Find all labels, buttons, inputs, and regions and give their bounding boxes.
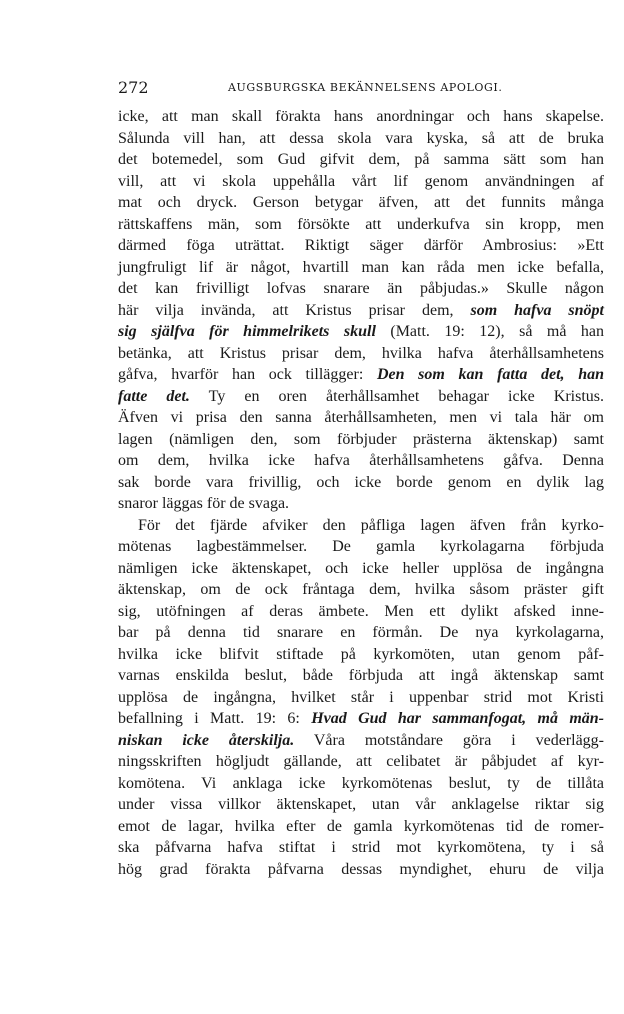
- page-header: [118, 70, 604, 98]
- text-line: [118, 515, 604, 537]
- text-line: [118, 794, 604, 816]
- text-line: [118, 558, 604, 580]
- body-text: [118, 106, 604, 880]
- text-line: [118, 472, 604, 494]
- running-title: AUGSBURGSKA BEKÄNNELSENS APOLOGI.: [228, 81, 503, 94]
- text-segment: icke, att man skall förakta hans anordningar och hans skapelse.: [118, 108, 604, 125]
- text-line: [118, 665, 604, 687]
- text-segment: För det fjärde afviker den påfliga lagen äfven från kyrko-: [138, 516, 604, 534]
- text-segment: nämligen icke äktenskapet, och icke heller upplösa de ingångna: [118, 559, 604, 577]
- text-line: [118, 386, 604, 408]
- text-line: [118, 106, 604, 128]
- text-line: [118, 837, 604, 859]
- text-line: [118, 687, 604, 709]
- book-page: [118, 70, 604, 880]
- text-line: [118, 708, 604, 730]
- text-line: [118, 493, 604, 515]
- emphasized-text: som hafva snöpt: [470, 301, 604, 319]
- emphasized-text: fatte det.: [118, 387, 190, 405]
- text-segment: befallning i Matt. 19: 6:: [118, 710, 312, 727]
- text-segment: det botemedel, som Gud gifvit dem, på samma sätt som han: [118, 151, 604, 168]
- emphasized-text: niskan icke återskilja.: [118, 731, 295, 749]
- text-segment: sig, utöfningen af deras ämbete. Men ett dylikt afsked inne-: [118, 602, 604, 620]
- text-segment: här vilja invända, att Kristus prisar dem,: [118, 301, 471, 319]
- text-segment: mötenas lagbestämmelser. De gamla kyrkolagarna förbjuda: [118, 538, 604, 555]
- text-line: [118, 343, 604, 365]
- text-segment: emot de lagar, hvilka efter de gamla kyrkomötenas tid de romer-: [118, 817, 604, 835]
- text-segment: komötena. Vi anklaga icke kyrkomötenas beslut, ty de tillåta: [118, 774, 604, 792]
- text-line: [118, 773, 604, 795]
- text-segment: (Matt. 19: 12), så må han: [375, 323, 604, 340]
- text-segment: snaror läggas för de svaga.: [118, 495, 290, 512]
- text-segment: Våra motståndare göra i vederlägg-: [294, 731, 604, 749]
- text-segment: lagen (nämligen den, som förbjuder prästerna äktenskap) samt: [118, 430, 604, 448]
- emphasized-text: sig själfva för himmelrikets skull: [118, 323, 376, 340]
- text-line: [118, 450, 604, 472]
- text-segment: vill, att vi skola uppehålla vårt lif genom användningen af: [118, 172, 604, 190]
- text-line: [118, 364, 604, 386]
- text-line: [118, 751, 604, 773]
- text-line: [118, 859, 604, 881]
- text-line: [118, 171, 604, 193]
- text-segment: varnas enskilda beslut, både förbjuda att ingå äktenskap samt: [118, 667, 604, 684]
- text-line: [118, 149, 604, 171]
- text-line: [118, 257, 604, 279]
- text-line: [118, 816, 604, 838]
- emphasized-text: Hvad Gud har sammanfogat, må män-: [311, 710, 605, 727]
- text-line: [118, 622, 604, 644]
- text-segment: sak borde vara frivillig, och icke borde genom en dylik lag: [118, 473, 604, 491]
- text-segment: under vissa villkor äktenskapet, utan vår anklagelse riktar sig: [118, 796, 604, 813]
- text-segment: därmed föga uträttat. Riktigt säger därför Ambrosius: »Ett: [118, 237, 604, 254]
- text-line: [118, 128, 604, 150]
- text-line: [118, 579, 604, 601]
- text-segment: Ty en oren återhållsamhet behagar icke Kristus.: [189, 387, 604, 405]
- text-segment: betänka, att Kristus prisar dem, hvilka hafva återhållsamhetens: [118, 344, 604, 362]
- text-segment: äktenskap, om de ock fråntaga dem, hvilka såsom präster gift: [118, 581, 604, 598]
- page-number: 272: [118, 78, 149, 97]
- text-segment: ska påfvarna hafva stiftat i strid mot kyrkomötena, ty i så: [118, 839, 604, 856]
- text-line: [118, 214, 604, 236]
- text-line: [118, 644, 604, 666]
- text-segment: Sålunda vill han, att dessa skola vara kyska, så att de bruka: [118, 129, 604, 147]
- text-line: [118, 278, 604, 300]
- text-line: [118, 730, 604, 752]
- text-segment: hög grad förakta påfvarna dessas myndighet, ehuru de vilja: [118, 860, 604, 878]
- text-segment: upplösa de ingångna, hvilket står i uppenbar strid mot Kristi: [118, 688, 604, 706]
- text-segment: mat och dryck. Gerson betygar äfven, att det funnits många: [118, 194, 604, 211]
- text-segment: Äfven vi prisa den sanna återhållsamheten, men vi tala här om: [118, 409, 604, 426]
- text-line: [118, 407, 604, 429]
- text-segment: hvilka icke blifvit stiftade på kyrkomöten, utan genom påf-: [118, 645, 604, 663]
- text-segment: rättskaffens män, som försökte att underkufva sin kropp, men: [118, 215, 604, 233]
- emphasized-text: Den som kan fatta det, han: [376, 366, 605, 383]
- text-segment: om dem, hvilka icke hafva återhållsamhetens gåfva. Denna: [118, 452, 604, 469]
- text-line: [118, 300, 604, 322]
- text-line: [118, 235, 604, 257]
- text-line: [118, 601, 604, 623]
- text-segment: gåfva, hvarför han ock tillägger:: [118, 366, 377, 383]
- text-line: [118, 321, 604, 343]
- text-line: [118, 429, 604, 451]
- text-line: [118, 536, 604, 558]
- text-segment: jungfruligt lif är något, hvartill man kan råda men icke befalla,: [118, 258, 604, 276]
- text-segment: ningsskriften högljudt gällande, att celibatet är påbjudet af kyr-: [118, 753, 604, 770]
- text-segment: det kan frivilligt lofvas snarare än påbjudas.» Skulle någon: [118, 280, 604, 297]
- text-segment: bar på denna tid snarare en förmån. De nya kyrkolagarna,: [118, 624, 604, 641]
- text-line: [118, 192, 604, 214]
